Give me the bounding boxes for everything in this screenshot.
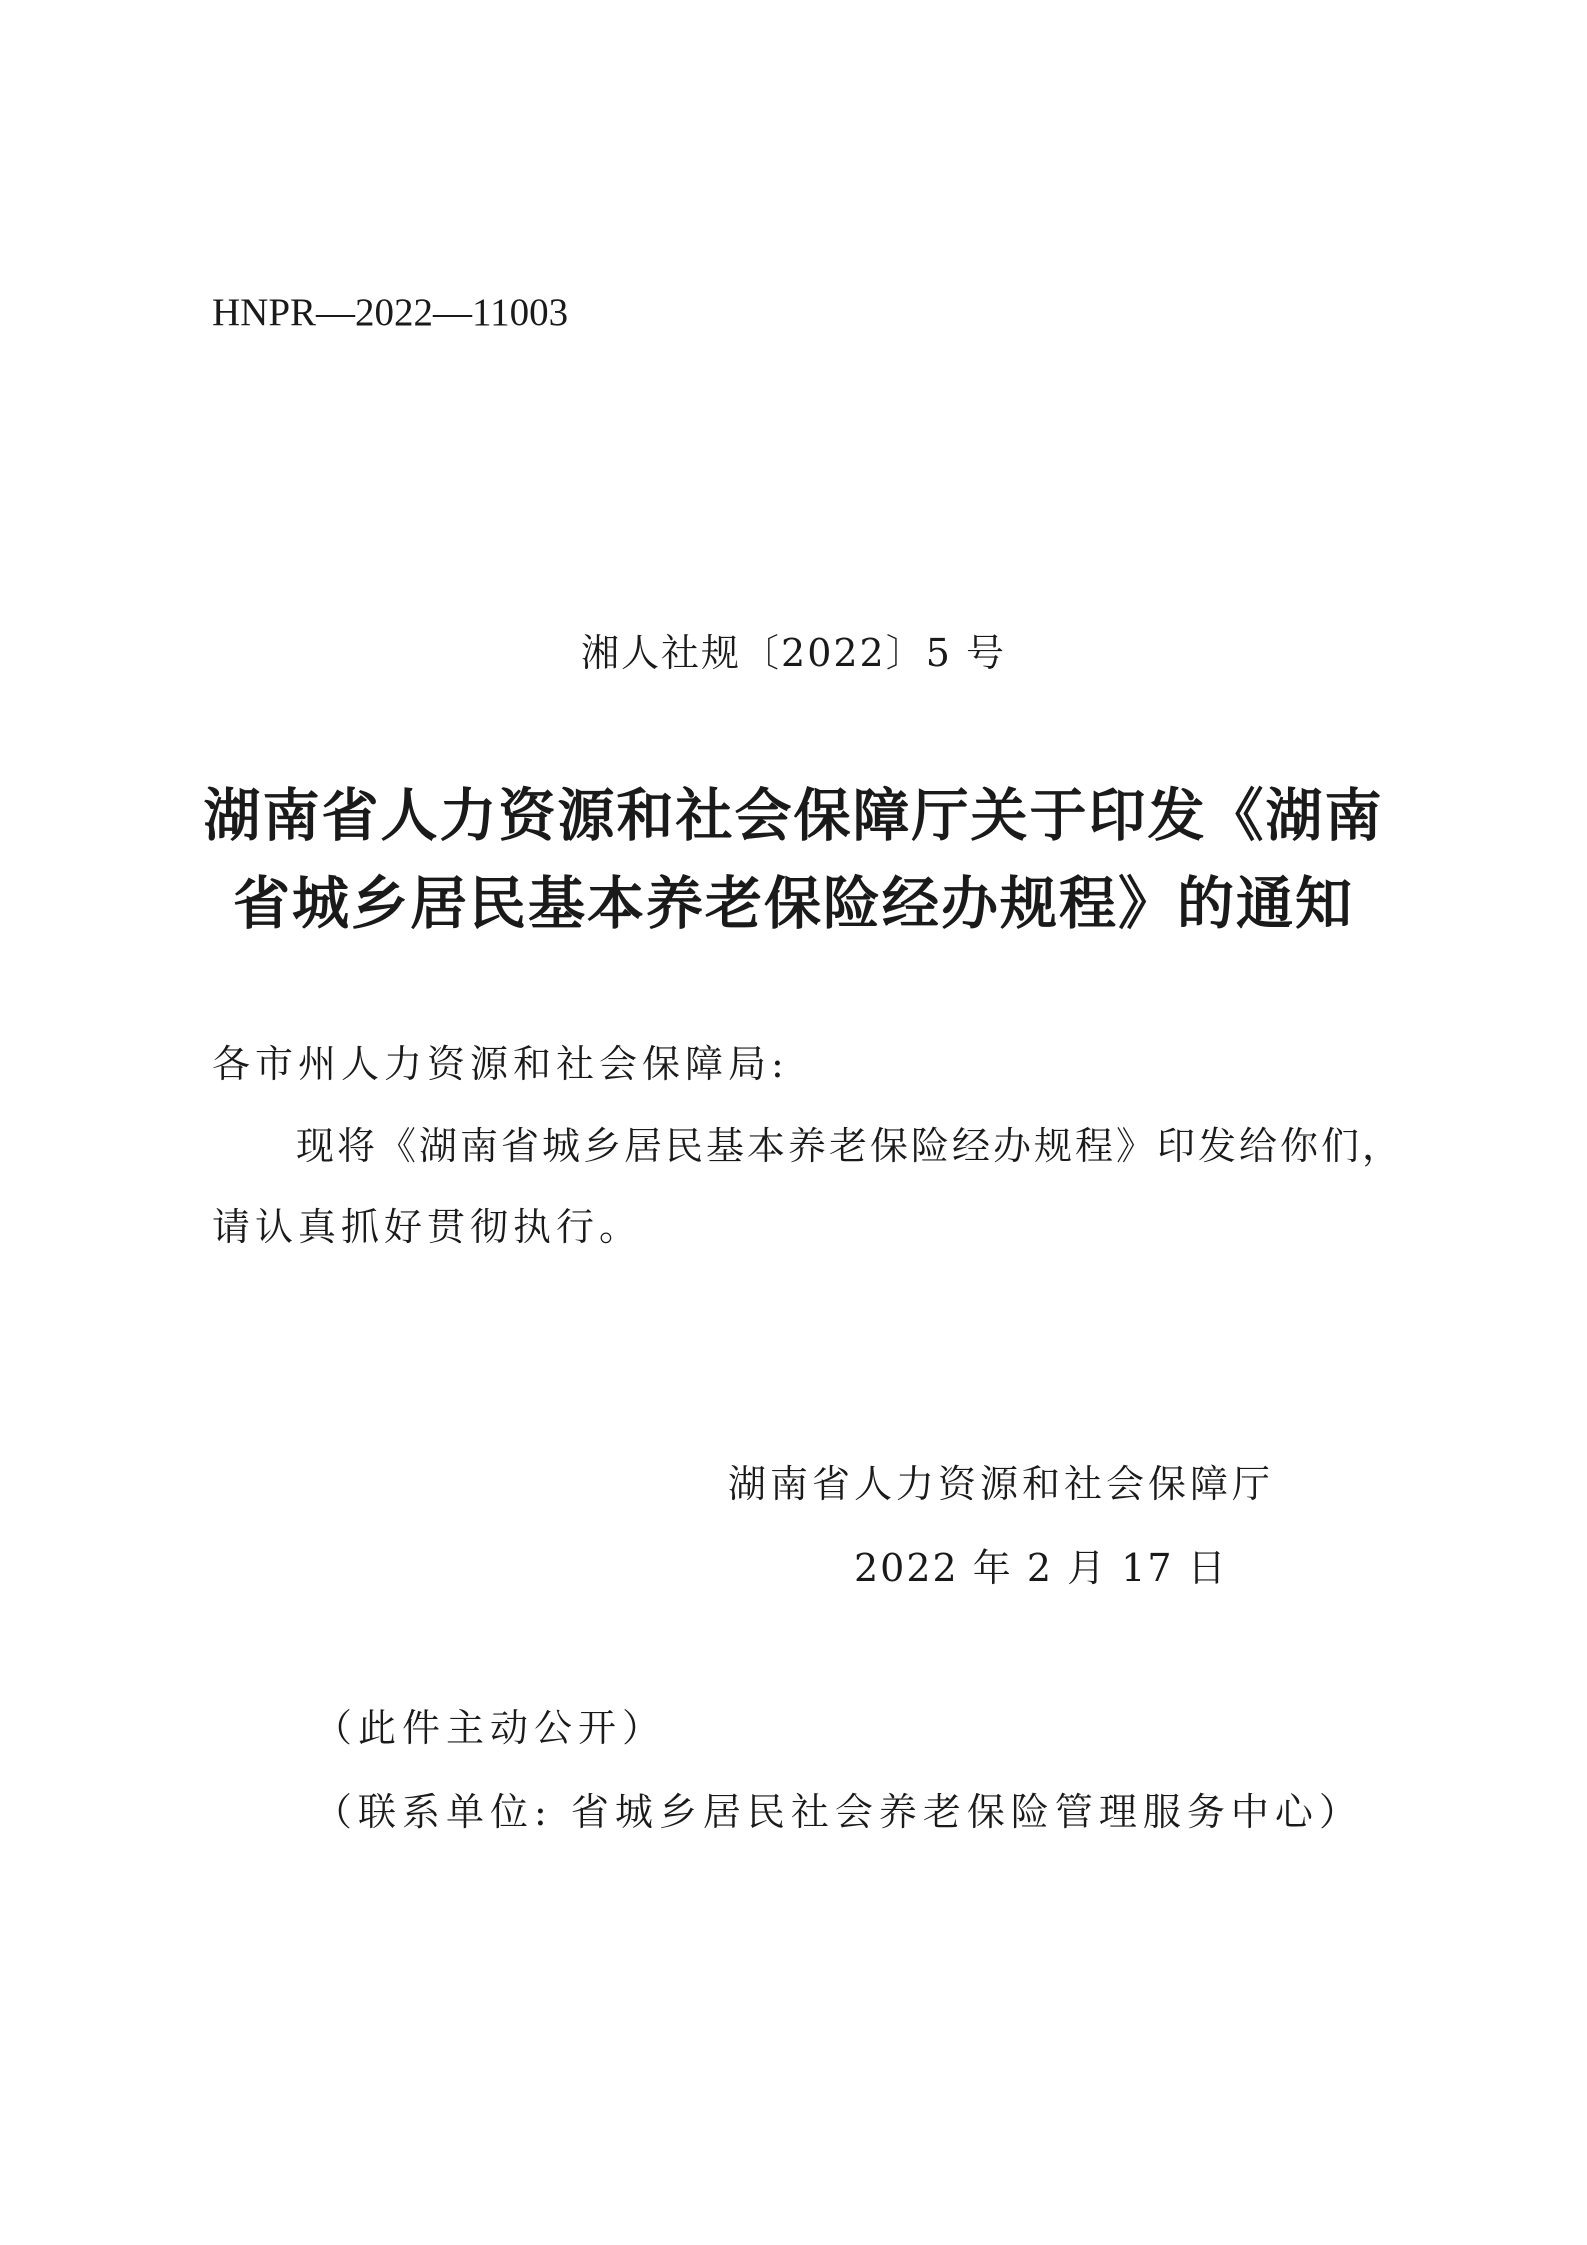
issuing-authority: 湖南省人力资源和社会保障厅 <box>728 1462 1275 1506</box>
body-text-line-2: 请认真抓好贯彻执行。 <box>212 1205 643 1249</box>
document-title-line-1: 湖南省人力资源和社会保障厅关于印发《湖南 <box>203 782 1384 849</box>
disclosure-note: （此件主动公开） <box>314 1706 667 1750</box>
body-text-line-1: 现将《湖南省城乡居民基本养老保险经办规程》印发给你们， <box>296 1124 1404 1168</box>
document-number: 湘人社规〔2022〕5 号 <box>581 631 1006 675</box>
salutation: 各市州人力资源和社会保障局: <box>212 1042 789 1086</box>
document-code: HNPR—2022—11003 <box>212 291 569 334</box>
issue-date: 2022 年 2 月 17 日 <box>854 1546 1228 1590</box>
contact-unit: （联系单位: 省城乡居民社会养老保险管理服务中心） <box>314 1790 1363 1834</box>
document-title-line-2: 省城乡居民基本养老保险经办规程》的通知 <box>233 870 1354 937</box>
